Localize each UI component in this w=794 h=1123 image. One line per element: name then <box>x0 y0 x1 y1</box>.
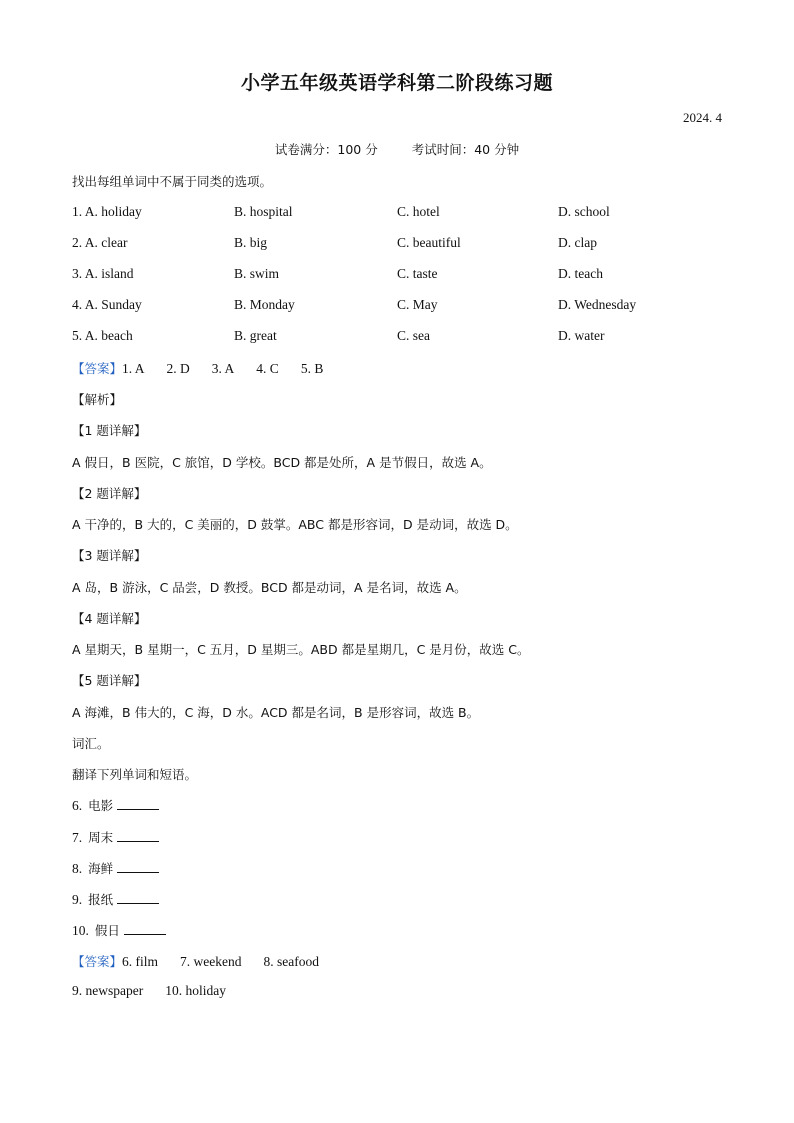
exam-meta <box>0 140 794 158</box>
answer-blank <box>117 831 159 842</box>
item-number: 9. <box>72 892 83 907</box>
option-c: C. beautiful <box>397 235 461 250</box>
detail-text: A 星期天，B 星期一，C 五月，D 星期三。ABD 都是星期几，C 是月份，故选 C。 <box>72 642 530 657</box>
option-c: C. sea <box>397 328 430 343</box>
option-d: D. school <box>558 204 610 219</box>
section2-instruction: 翻译下列单词和短语。 <box>72 767 198 782</box>
answer-blank <box>124 924 166 935</box>
section2-answers <box>72 952 319 970</box>
answer-item: 1. A <box>122 361 145 376</box>
detail-label: 【5 题详解】 <box>72 673 147 688</box>
answer-item: 4. C <box>256 361 279 376</box>
detail-text: A 假日，B 医院，C 旅馆，D 学校。BCD 都是处所，A 是节假日，故选 A。 <box>72 455 492 470</box>
option-d: D. teach <box>558 266 603 281</box>
option-d: D. clap <box>558 235 597 250</box>
option-b: B. big <box>234 235 268 250</box>
option-a: 3. A. island <box>72 266 134 281</box>
section1-instruction: 找出每组单词中不属于同类的选项。 <box>72 174 273 189</box>
option-a: 5. A. beach <box>72 328 133 343</box>
translate-item <box>72 890 159 908</box>
translate-item <box>72 828 159 846</box>
question-row <box>72 204 722 224</box>
answer-item: 9. newspaper <box>72 983 144 998</box>
answer-item: 8. seafood <box>263 954 319 969</box>
section2-answers-cont <box>72 983 226 999</box>
answer-blank <box>117 893 159 904</box>
option-c: C. May <box>397 297 438 312</box>
answer-item: 2. D <box>166 361 190 376</box>
section2-heading: 词汇。 <box>72 736 110 751</box>
item-word: 周末 <box>88 830 114 845</box>
question-row <box>72 328 722 348</box>
detail-text: A 海滩，B 伟大的，C 海，D 水。ACD 都是名词，B 是形容词，故选 B。 <box>72 705 480 720</box>
option-b: B. hospital <box>234 204 293 219</box>
exam-date: 2024. 4 <box>683 110 722 125</box>
option-b: B. Monday <box>234 297 295 312</box>
question-row <box>72 297 722 317</box>
answer-item: 7. weekend <box>180 954 242 969</box>
translate-item <box>72 859 159 877</box>
answer-item: 3. A <box>211 361 235 376</box>
item-word: 报纸 <box>88 892 114 907</box>
item-number: 10. <box>72 923 89 938</box>
option-d: D. water <box>558 328 605 343</box>
option-a: 1. A. holiday <box>72 204 142 219</box>
analysis-label: 【解析】 <box>72 392 123 407</box>
option-d: D. Wednesday <box>558 297 637 312</box>
item-number: 7. <box>72 830 83 845</box>
detail-label: 【2 题详解】 <box>72 486 147 501</box>
detail-label: 【3 题详解】 <box>72 548 147 563</box>
item-number: 8. <box>72 861 83 876</box>
detail-label: 【4 题详解】 <box>72 611 147 626</box>
answer-label: 【答案】 <box>72 954 123 969</box>
item-word: 电影 <box>88 798 114 813</box>
item-word: 海鲜 <box>88 861 114 876</box>
option-c: C. hotel <box>397 204 440 219</box>
item-word: 假日 <box>94 923 120 938</box>
option-a: 4. A. Sunday <box>72 297 142 312</box>
answer-blank <box>117 862 159 873</box>
section1-answers <box>72 359 323 377</box>
exam-time: 考试时间：40 分钟 <box>411 142 520 157</box>
full-score: 试卷满分：100 分 <box>274 142 378 157</box>
option-a: 2. A. clear <box>72 235 128 250</box>
question-row <box>72 266 722 286</box>
option-b: B. swim <box>234 266 280 281</box>
answer-blank <box>117 799 159 810</box>
answer-item: 10. holiday <box>165 983 226 998</box>
option-c: C. taste <box>397 266 438 281</box>
detail-label: 【1 题详解】 <box>72 423 147 438</box>
page-title: 小学五年级英语学科第二阶段练习题 <box>240 72 553 94</box>
answer-item: 5. B <box>300 361 324 376</box>
translate-item <box>72 921 166 939</box>
option-b: B. great <box>234 328 277 343</box>
detail-text: A 岛，B 游泳，C 品尝，D 教授。BCD 都是动词，A 是名词，故选 A。 <box>72 580 467 595</box>
item-number: 6. <box>72 798 83 813</box>
answer-label: 【答案】 <box>72 361 123 376</box>
question-row <box>72 235 722 255</box>
translate-item <box>72 796 159 814</box>
detail-text: A 干净的，B 大的，C 美丽的，D 鼓掌。ABC 都是形容词，D 是动词，故选 D。 <box>72 517 518 532</box>
answer-item: 6. film <box>122 954 159 969</box>
